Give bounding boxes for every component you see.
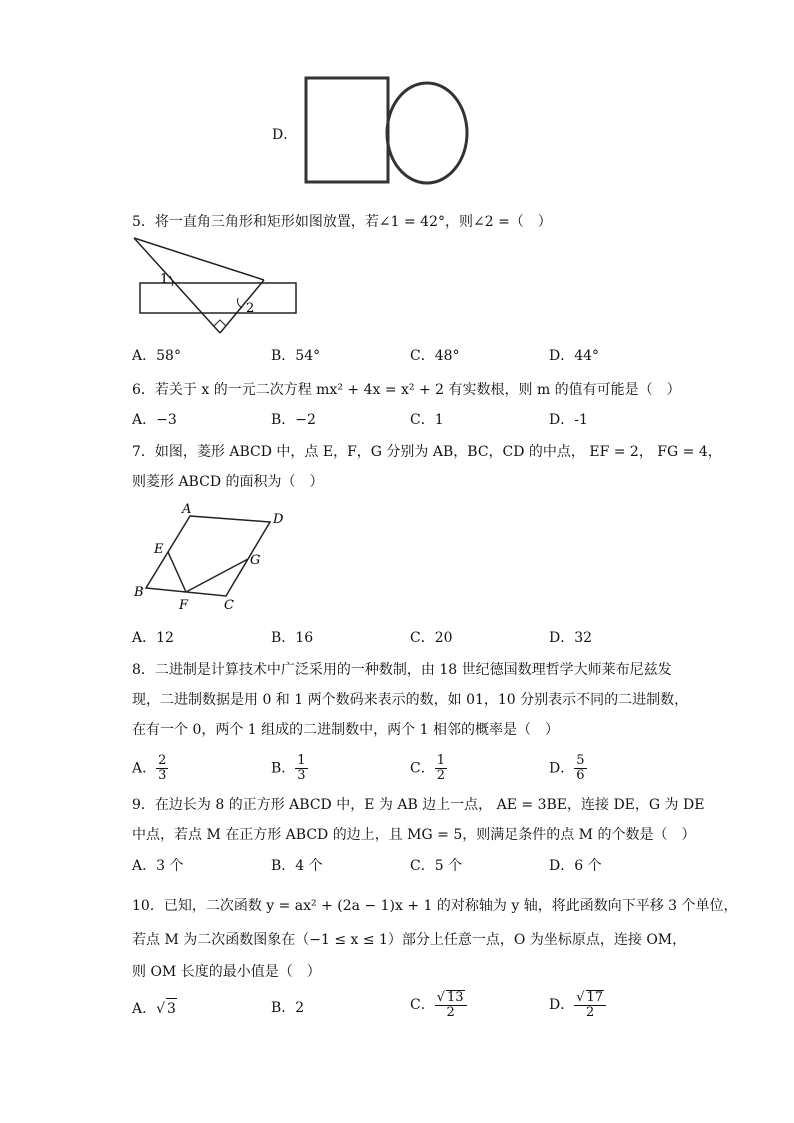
- q4-option-d-figure: [300, 74, 472, 188]
- q7-option-b[interactable]: B．16: [271, 630, 314, 646]
- q5-stem: 5．将一直角三角形和矩形如图放置，若∠1 = 42°，则∠2 =（ ）: [132, 214, 552, 230]
- q7-stem-line2: 则菱形 ABCD 的面积为（ ）: [132, 474, 324, 490]
- q9-stem-line2: 中点，若点 M 在正方形 ABCD 的边上，且 MG = 5，则满足条件的点 M 的个数是（ ）: [132, 827, 696, 843]
- q5-option-a[interactable]: A．58°: [132, 348, 181, 364]
- q7-label-b: B: [134, 585, 144, 600]
- q8-option-d[interactable]: D． $\frac{5}{6}$: [549, 753, 585, 783]
- q6-stem: 6．若关于 x 的一元二次方程 mx² + 4x = x² + 2 有实数根，则 m 的值有可能是（ ）: [132, 382, 681, 398]
- q10-option-c[interactable]: C． $\frac{√ 13}{2}$: [410, 990, 467, 1020]
- q10-stem-line2: 若点 M 为二次函数图象在（−1 ≤ x ≤ 1）部分上任意一点，O 为坐标原点，连接 OM，: [132, 932, 687, 948]
- q7-stem-line1: 7．如图，菱形 ABCD 中，点 E，F，G 分别为 AB，BC，CD 的中点， EF = 2， FG = 4，: [132, 444, 722, 460]
- q7-option-a[interactable]: A．12: [132, 630, 174, 646]
- q9-option-a[interactable]: A．3 个: [132, 858, 184, 874]
- q6-option-c[interactable]: C．1: [410, 412, 444, 428]
- q7-label-a: A: [182, 502, 192, 517]
- q8-option-a[interactable]: A． $\frac{2}{3}$: [132, 753, 167, 783]
- q9-option-d[interactable]: D．6 个: [549, 858, 602, 874]
- q8-option-b[interactable]: B． $\frac{1}{3}$: [271, 753, 306, 783]
- q10-stem-line1: 10．已知，二次函数 y = ax² + (2a − 1)x + 1 的对称轴为 y 轴，将此函数向下平移 3 个单位，: [132, 898, 738, 914]
- q5-angle2-label: 2: [246, 301, 255, 316]
- q9-stem-line1: 9．在边长为 8 的正方形 ABCD 中，E 为 AB 边上一点， AE = 3BE，连接 DE，G 为 DE: [132, 797, 705, 813]
- q10-option-a[interactable]: A．√ 3: [132, 998, 177, 1019]
- q5-option-c[interactable]: C．48°: [410, 348, 460, 364]
- q4-option-d-label[interactable]: D．: [272, 127, 298, 143]
- sqrt-sign-icon: √: [156, 1001, 166, 1017]
- q7-rhombus-figure: [132, 500, 292, 612]
- q7-label-d: D: [273, 512, 284, 527]
- q5-option-d[interactable]: D．44°: [549, 348, 600, 364]
- q5-angle1-label: 1: [160, 272, 169, 287]
- q8-stem-line1: 8．二进制是计算技术中广泛采用的一种数制，由 18 世纪德国数理哲学大师莱布尼兹发: [132, 662, 672, 678]
- q7-label-f: F: [179, 598, 189, 613]
- q6-option-d[interactable]: D．-1: [549, 412, 588, 428]
- square-shape: [306, 78, 388, 182]
- q10-option-b[interactable]: B．2: [271, 1000, 305, 1016]
- q7-option-c[interactable]: C．20: [410, 630, 453, 646]
- q7-option-d[interactable]: D．32: [549, 630, 593, 646]
- q7-label-g: G: [250, 553, 261, 568]
- q10-option-d[interactable]: D． $\frac{√ 17}{2}$: [549, 990, 606, 1020]
- q10-stem-line3: 则 OM 长度的最小值是（ ）: [132, 964, 321, 980]
- q8-stem-line3: 在有一个 0，两个 1 组成的二进制数中，两个 1 相邻的概率是（ ）: [132, 722, 559, 738]
- q7-label-e: E: [154, 542, 164, 557]
- q5-figure: [134, 238, 304, 336]
- q9-option-b[interactable]: B．4 个: [271, 858, 323, 874]
- sqrt-sign-icon: √: [436, 990, 446, 1005]
- q5-option-b[interactable]: B．54°: [271, 348, 321, 364]
- q6-option-a[interactable]: A．−3: [132, 412, 177, 428]
- circle-shape: [387, 83, 467, 183]
- sqrt-sign-icon: √: [576, 990, 585, 1005]
- q8-option-c[interactable]: C． $\frac{1}{2}$: [410, 753, 445, 783]
- q7-label-c: C: [224, 598, 234, 613]
- q9-option-c[interactable]: C．5 个: [410, 858, 463, 874]
- q8-stem-line2: 现，二进制数据是用 0 和 1 两个数码来表示的数，如 01，10 分别表示不同的二进制数，: [132, 692, 689, 708]
- q6-option-b[interactable]: B．−2: [271, 412, 316, 428]
